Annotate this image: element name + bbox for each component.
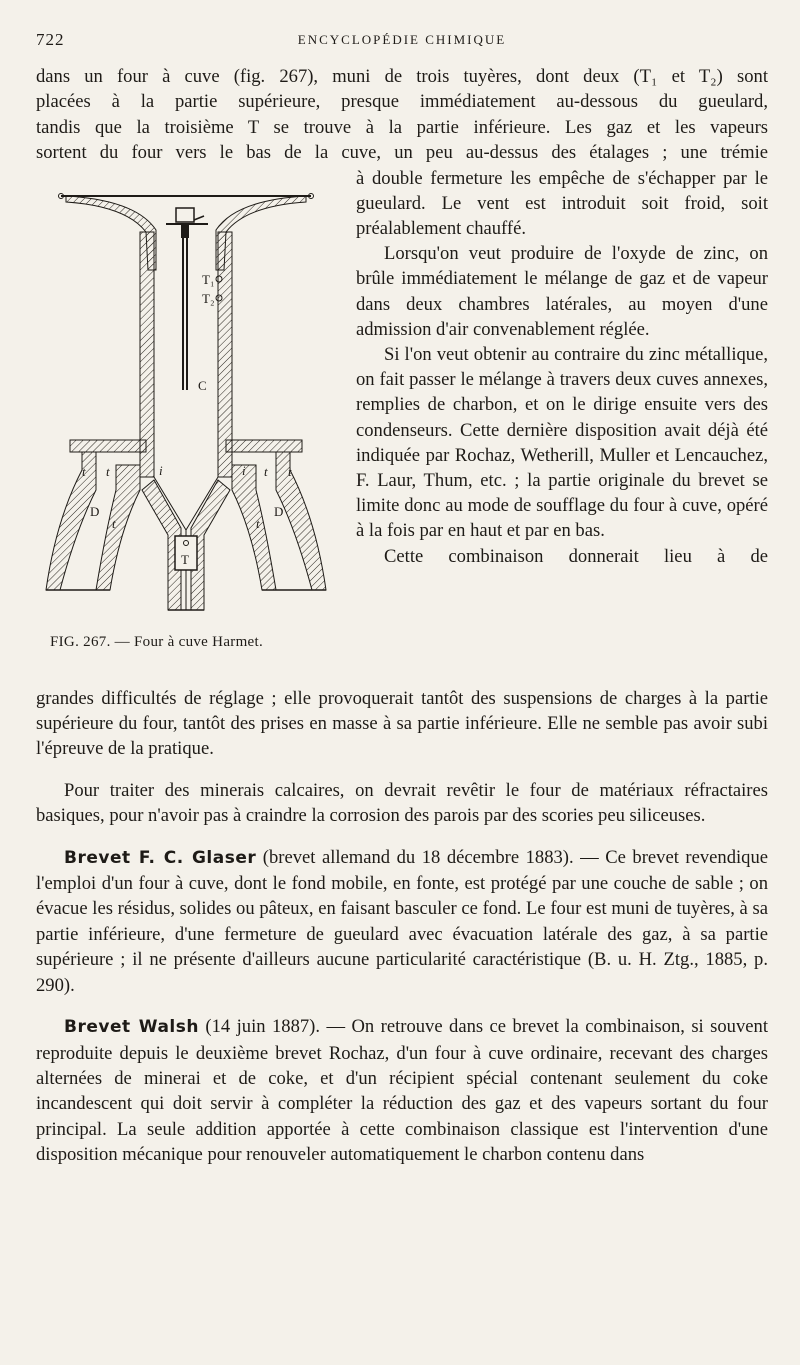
running-head (36, 26, 768, 54)
figure-caption: FIG. 267. — Four à cuve Harmet. (50, 633, 264, 650)
running-title: ENCYCLOPÉDIE CHIMIQUE (297, 32, 507, 47)
brevet-glaser-name: Brevet F. C. Glaser (64, 847, 257, 868)
label-t2: T₂ (202, 290, 215, 306)
brevet-walsh-name: Brevet Walsh (64, 1017, 199, 1038)
label-t-bottom: T (181, 551, 189, 567)
side-paragraph-2: Lorsqu'on veut produire de l'oxyde de zinc, on brûle immédiatement le mélange de gaz et de vapeur dans deux chambres latérales, au moyen d'une admission d'air convenablement réglée. (356, 243, 768, 340)
label-t-left-a: t (82, 463, 86, 479)
side-paragraph-4-start: Cette combinaison donnerait lieu à de (384, 545, 768, 567)
side-paragraph-3: Si l'on veut obtenir au contraire du zinc métallique, on fait passer le mélange à travers deux cuves annexes, remplies de charbon, et on le dirige ensuite vers des condenseurs. Cette dernière disposition avait déjà été indiquée par Rochaz, Wetherill, Muller et Lencauchez, F. Laur, Thum, etc. ; la partie originale du brevet se limite donc au mode de soufflage du four à cuve, opéré à la fois par en haut et par en bas. (356, 344, 768, 542)
page-number: 722 (36, 30, 65, 49)
paragraph-brevet-glaser (36, 845, 768, 998)
intro-paragraph (36, 64, 768, 166)
label-i-right: i (242, 462, 246, 478)
label-t-left-b: t (106, 463, 110, 479)
furnace-illustration (36, 190, 346, 640)
intro-line-2: placées à la partie supérieure, presque immédiatement au-dessous du gueulard, (36, 91, 768, 113)
paragraph-calcaires: Pour traiter des minerais calcaires, on devrait revêtir le four de matériaux réfractaires basiques, pour n'avoir pas à craindre la corrosion des parois par des scories peu siliceuses. (36, 779, 768, 827)
side-column (356, 166, 768, 569)
label-t1: T₁ (202, 271, 215, 287)
intro-line-3: tandis que la troisième T se trouve à la partie inférieure. Les gaz et les vapeurs (36, 116, 768, 138)
label-d-left: D (90, 503, 100, 519)
figure-block (36, 166, 768, 686)
label-d-right: D (274, 503, 284, 519)
intro-line-4: sortent du four vers le bas de la cuve, un peu au-dessus des étalages ; une trémie (36, 142, 768, 164)
label-i-left: i (159, 462, 163, 478)
label-c: C (198, 377, 207, 393)
continuation-paragraph: grandes difficultés de réglage ; elle provoquerait tantôt des suspensions de charges à la partie supérieure du four, tantôt des prises en masse à sa partie inférieure. Elle ne semble pas avoir subi l'épreuve de la pratique. (36, 687, 768, 760)
label-t-lower-right: t (256, 515, 260, 531)
label-t-right-a: t (264, 463, 268, 479)
label-t-right-b: t (288, 463, 292, 479)
brevet-walsh-text: (14 juin 1887). — On retrouve dans ce brevet la combinaison, si souvent reproduite depuis le deuxième brevet Rochaz, d'un four à cuve ordinaire, recevant des charges alternées de minerai et de coke, et d'un récipient spécial contenant seulement du coke incandescent qui doit servir à compléter la réduction des gaz et des vapeurs sortant du four principal. La seule addition apportée à cette combinaison classique est l'intervention d'une disposition mécanique pour renouveler automatiquement le charbon contenu dans (36, 1016, 768, 1166)
brevet-glaser-text: (brevet allemand du 18 décembre 1883). — Ce brevet revendique l'emploi d'un four à cuve, dont le fond mobile, en fonte, est protégé par une couche de sable ; on évacue les résidus, solides ou pâteux, en faisant basculer ce fond. Le four est muni de tuyères, à sa partie inférieure, d'une fermeture de gueulard avec évacuation latérale des gaz, à sa partie supérieure ; il ne présente d'ailleurs aucune particularité caractéristique (B. u. H. Ztg., 1885, p. 290). (36, 846, 769, 996)
side-paragraph-1: à double fermeture les empêche de s'échapper par le gueulard. Le vent est introduit soit froid, soit préalablement chauffé. (356, 167, 768, 240)
intro-line-1: dans un four à cuve (fig. 267), muni de trois tuyères, dont deux (T₁ et T₂) sont (36, 66, 768, 87)
paragraph-brevet-walsh (36, 1014, 768, 1167)
label-t-lower-left: t (112, 515, 116, 531)
